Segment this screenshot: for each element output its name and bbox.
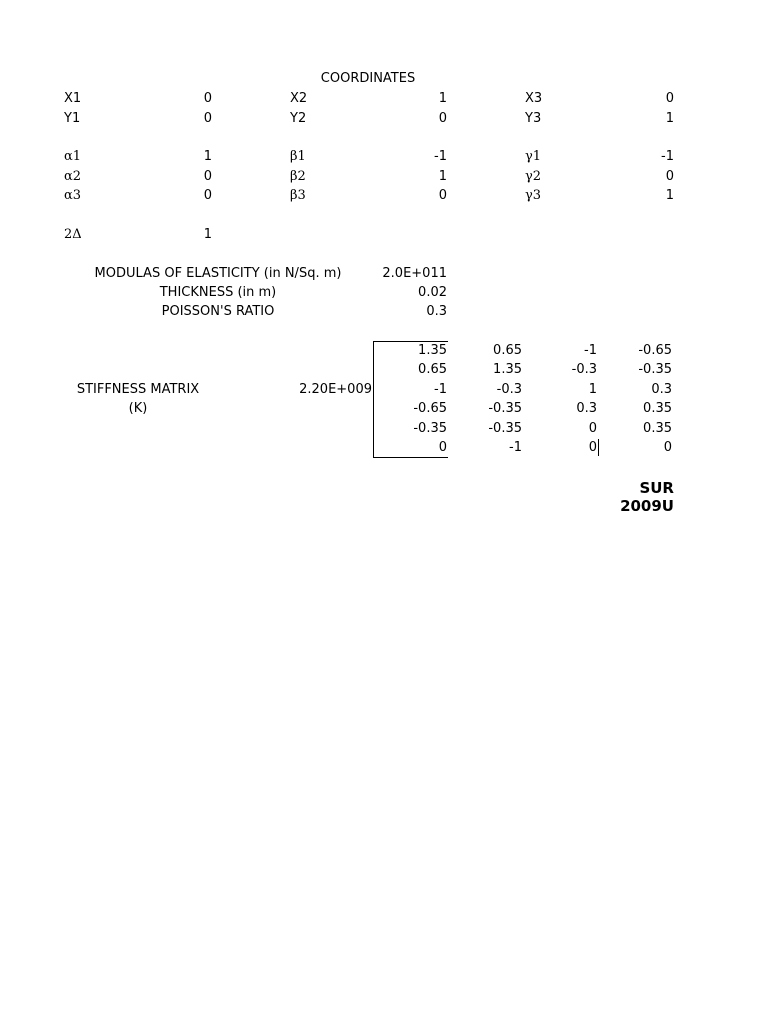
beta3-label: β3 — [290, 188, 306, 203]
matrix-cell: 0 — [663, 440, 672, 455]
x2-value: 1 — [438, 91, 447, 106]
gamma1-value: -1 — [661, 149, 674, 164]
poisson-ratio-label: POISSON'S RATIO — [161, 304, 275, 319]
matrix-cell: -0.35 — [638, 362, 672, 377]
two-delta-label: 2Δ — [64, 227, 82, 242]
matrix-cell: 0.35 — [643, 421, 672, 436]
matrix-cell: 1.35 — [493, 362, 522, 377]
matrix-cell: -0.35 — [413, 421, 447, 436]
gamma3-label: γ3 — [525, 188, 542, 203]
matrix-cell: -0.35 — [488, 401, 522, 416]
stiffness-matrix-symbol: (K) — [128, 401, 148, 416]
beta1-label: β1 — [290, 149, 306, 164]
alpha3-value: 0 — [203, 188, 212, 203]
matrix-cell: 0.65 — [418, 362, 447, 377]
y3-label: Y3 — [525, 111, 542, 126]
matrix-bracket-left — [373, 341, 374, 458]
y1-value: 0 — [203, 111, 212, 126]
y1-label: Y1 — [64, 111, 81, 126]
stiffness-factor: 2.20E+009 — [299, 382, 372, 397]
beta2-value: 1 — [438, 169, 447, 184]
y2-label: Y2 — [290, 111, 307, 126]
alpha2-value: 0 — [203, 169, 212, 184]
signature-line-1: SUR — [639, 479, 674, 497]
thickness-value: 0.02 — [418, 285, 447, 300]
signature-line-2: 2009U — [620, 497, 674, 515]
matrix-cell: 0 — [588, 421, 597, 436]
matrix-cell: 0.35 — [643, 401, 672, 416]
alpha3-label: α3 — [64, 188, 82, 203]
coordinates-heading: COORDINATES — [320, 71, 416, 86]
matrix-cell: 0.3 — [651, 382, 672, 397]
matrix-cell: -0.65 — [638, 343, 672, 358]
matrix-cell: -1 — [584, 343, 597, 358]
matrix-bracket-top — [373, 341, 448, 342]
alpha1-label: α1 — [64, 149, 82, 164]
matrix-cell: -1 — [434, 382, 447, 397]
x1-value: 0 — [203, 91, 212, 106]
stiffness-matrix-label: STIFFNESS MATRIX — [76, 382, 200, 397]
alpha1-value: 1 — [203, 149, 212, 164]
cell-cursor[interactable] — [598, 439, 599, 456]
beta1-value: -1 — [434, 149, 447, 164]
y2-value: 0 — [438, 111, 447, 126]
modulus-label: MODULAS OF ELASTICITY (in N/Sq. m) — [94, 266, 342, 281]
matrix-bracket-bottom — [373, 457, 448, 458]
matrix-cell: -0.3 — [571, 362, 597, 377]
matrix-cell: 0.65 — [493, 343, 522, 358]
matrix-cell: -0.65 — [413, 401, 447, 416]
matrix-cell: 1.35 — [418, 343, 447, 358]
gamma2-value: 0 — [665, 169, 674, 184]
alpha2-label: α2 — [64, 169, 82, 184]
modulus-value: 2.0E+011 — [382, 266, 447, 281]
matrix-cell: -1 — [509, 440, 522, 455]
x3-value: 0 — [665, 91, 674, 106]
two-delta-value: 1 — [203, 227, 212, 242]
gamma3-value: 1 — [665, 188, 674, 203]
thickness-label: THICKNESS (in m) — [159, 285, 277, 300]
x2-label: X2 — [290, 91, 308, 106]
gamma2-label: γ2 — [525, 169, 542, 184]
beta2-label: β2 — [290, 169, 306, 184]
matrix-cell: 0 — [588, 440, 597, 455]
matrix-cell: 0 — [438, 440, 447, 455]
matrix-cell: -0.35 — [488, 421, 522, 436]
poisson-ratio-value: 0.3 — [426, 304, 447, 319]
gamma1-label: γ1 — [525, 149, 542, 164]
beta3-value: 0 — [438, 188, 447, 203]
x1-label: X1 — [64, 91, 82, 106]
y3-value: 1 — [665, 111, 674, 126]
matrix-cell: 1 — [588, 382, 597, 397]
matrix-cell: 0.3 — [576, 401, 597, 416]
matrix-cell: -0.3 — [496, 382, 522, 397]
x3-label: X3 — [525, 91, 543, 106]
